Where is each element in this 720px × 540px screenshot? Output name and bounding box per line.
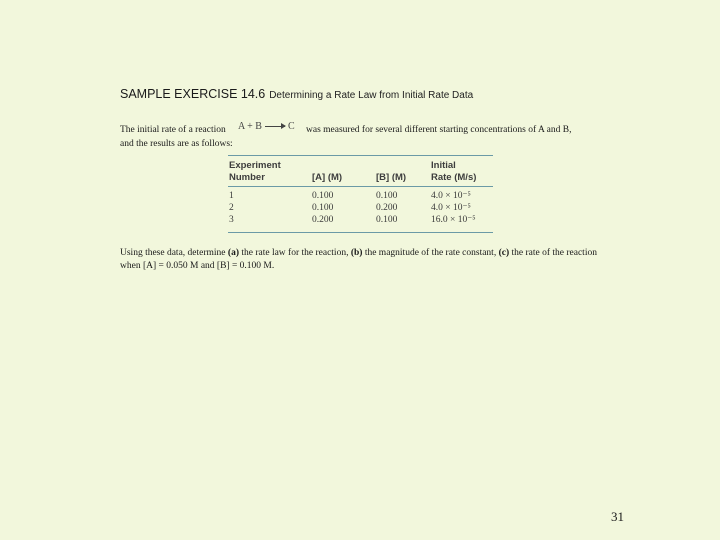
cell-b: 0.100: [376, 191, 398, 201]
intro-line-1: [120, 123, 600, 137]
table-body: [228, 187, 493, 232]
table-row: [228, 190, 493, 202]
page-number: 31: [611, 509, 624, 524]
cell-experiment: 3: [229, 215, 234, 225]
cell-a: 0.100: [312, 203, 334, 213]
table-row: [228, 214, 493, 226]
cell-rate: 4.0 × 10⁻⁵: [431, 203, 471, 213]
intro-text-before: The initial rate of a reaction: [120, 125, 226, 135]
intro-text-after: was measured for several different starting concentrations of A and B,: [306, 125, 572, 135]
reaction-equation: [238, 120, 295, 134]
part-a-label: (a): [227, 248, 239, 258]
cell-b: 0.200: [376, 203, 398, 213]
intro-line-2: and the results are as follows:: [120, 139, 233, 149]
part-c-text: the rate of the reaction when [A] = 0.050 M and [B] = 0.100 M.: [120, 248, 597, 271]
question-intro: Using these data, determine: [120, 248, 228, 258]
exercise-number: SAMPLE EXERCISE 14.6: [120, 87, 266, 101]
part-c-label: (c): [498, 248, 510, 258]
equation-product: C: [287, 121, 295, 132]
table-header: [228, 156, 493, 187]
header-initial: Initial: [431, 160, 456, 171]
header-number: Number: [229, 172, 265, 183]
header-rate: Rate (M/s): [431, 172, 477, 183]
header-experiment: Experiment: [229, 160, 281, 171]
cell-a: 0.200: [312, 215, 334, 225]
cell-b: 0.100: [376, 215, 398, 225]
table-row: [228, 202, 493, 214]
cell-experiment: 1: [229, 191, 234, 201]
cell-rate: 16.0 × 10⁻⁵: [431, 215, 476, 225]
equation-reactants: A + B: [238, 121, 262, 132]
header-b-concentration: [B] (M): [376, 172, 407, 183]
intro-paragraph: [120, 123, 600, 151]
cell-rate: 4.0 × 10⁻⁵: [431, 191, 471, 201]
question-paragraph: [120, 247, 600, 273]
part-b-text: the magnitude of the rate constant,: [362, 248, 499, 258]
part-a-text: the rate law for the reaction,: [238, 248, 351, 258]
reaction-arrow-icon: [265, 126, 285, 127]
cell-experiment: 2: [229, 203, 234, 213]
part-b-label: (b): [350, 248, 363, 258]
exercise-subtitle: Determining a Rate Law from Initial Rate Data: [269, 90, 474, 101]
initial-rate-table: [228, 155, 493, 233]
header-a-concentration: [A] (M): [312, 172, 343, 183]
exercise-heading: [120, 85, 473, 103]
cell-a: 0.100: [312, 191, 334, 201]
